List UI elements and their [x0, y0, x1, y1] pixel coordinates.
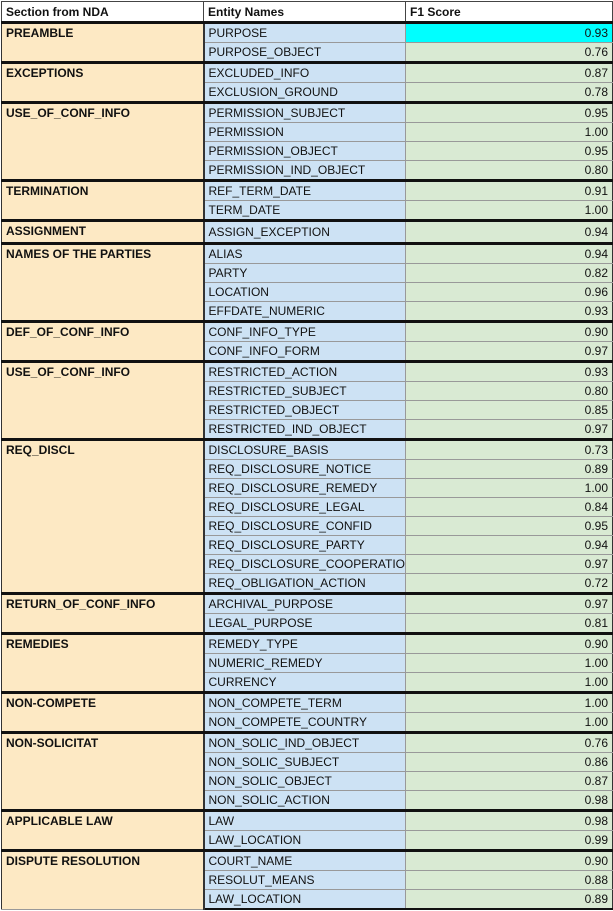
score-cell: 1.00	[406, 654, 613, 673]
score-cell: 0.73	[406, 440, 613, 460]
entity-cell: REQ_DISCLOSURE_COOPERATIO	[204, 555, 406, 574]
score-cell: 0.76	[406, 733, 613, 753]
score-cell: 1.00	[406, 673, 613, 693]
score-cell: 0.90	[406, 851, 613, 871]
score-cell: 0.97	[406, 594, 613, 614]
entity-cell: EFFDATE_NUMERIC	[204, 302, 406, 322]
section-cell: DEF_OF_CONF_INFO	[2, 322, 204, 362]
table-row	[2, 733, 613, 753]
score-cell: 0.93	[406, 362, 613, 382]
score-cell: 0.87	[406, 63, 613, 83]
score-cell: 0.95	[406, 142, 613, 161]
score-cell: 0.84	[406, 498, 613, 517]
section-cell: APPLICABLE LAW	[2, 811, 204, 851]
score-cell: 0.82	[406, 264, 613, 283]
section-cell: ASSIGNMENT	[2, 221, 204, 244]
table-row	[2, 440, 613, 460]
entity-cell: PURPOSE	[204, 23, 406, 43]
score-cell: 0.97	[406, 420, 613, 440]
section-cell: PREAMBLE	[2, 23, 204, 63]
score-cell: 0.78	[406, 83, 613, 103]
entity-cell: PERMISSION	[204, 123, 406, 142]
entity-cell: NON_SOLIC_IND_OBJECT	[204, 733, 406, 753]
score-cell: 1.00	[406, 479, 613, 498]
entity-cell: REQ_OBLIGATION_ACTION	[204, 574, 406, 594]
entity-cell: REQ_DISCLOSURE_CONFID	[204, 517, 406, 536]
entity-cell: CURRENCY	[204, 673, 406, 693]
entity-cell: RESTRICTED_IND_OBJECT	[204, 420, 406, 440]
entity-cell: RESTRICTED_ACTION	[204, 362, 406, 382]
score-cell: 0.95	[406, 103, 613, 123]
table-row	[2, 693, 613, 713]
entity-cell: EXCLUDED_INFO	[204, 63, 406, 83]
entity-cell: REQ_DISCLOSURE_NOTICE	[204, 460, 406, 479]
score-cell: 1.00	[406, 201, 613, 221]
entity-cell: PERMISSION_SUBJECT	[204, 103, 406, 123]
entity-cell: LAW_LOCATION	[204, 831, 406, 851]
section-cell: NON-SOLICITAT	[2, 733, 204, 811]
table-row	[2, 851, 613, 871]
score-cell: 0.81	[406, 614, 613, 634]
entity-cell: REF_TERM_DATE	[204, 181, 406, 201]
score-cell: 0.72	[406, 574, 613, 594]
score-cell: 0.76	[406, 43, 613, 63]
section-cell: USE_OF_CONF_INFO	[2, 103, 204, 181]
entity-cell: NON_COMPETE_TERM	[204, 693, 406, 713]
table-row	[2, 181, 613, 201]
section-cell: REQ_DISCL	[2, 440, 204, 594]
score-cell: 0.89	[406, 890, 613, 910]
table-row	[2, 63, 613, 83]
entity-cell: PERMISSION_IND_OBJECT	[204, 161, 406, 181]
entity-cell: REQ_DISCLOSURE_PARTY	[204, 536, 406, 555]
score-cell: 0.97	[406, 342, 613, 362]
entity-cell: RESTRICTED_SUBJECT	[204, 382, 406, 401]
score-cell: 0.98	[406, 791, 613, 811]
f1-score-table	[1, 1, 613, 910]
table-row	[2, 594, 613, 614]
score-cell: 0.80	[406, 161, 613, 181]
entity-cell: CONF_INFO_FORM	[204, 342, 406, 362]
score-cell: 0.94	[406, 536, 613, 555]
section-cell: DISPUTE RESOLUTION	[2, 851, 204, 910]
entity-cell: PURPOSE_OBJECT	[204, 43, 406, 63]
score-cell: 0.97	[406, 555, 613, 574]
entity-cell: REQ_DISCLOSURE_LEGAL	[204, 498, 406, 517]
entity-cell: NON_SOLIC_SUBJECT	[204, 753, 406, 772]
score-cell: 0.89	[406, 460, 613, 479]
score-cell: 0.86	[406, 753, 613, 772]
entity-cell: NON_COMPETE_COUNTRY	[204, 713, 406, 733]
section-cell: NAMES OF THE PARTIES	[2, 244, 204, 322]
entity-cell: PERMISSION_OBJECT	[204, 142, 406, 161]
score-cell: 0.93	[406, 23, 613, 43]
score-cell: 0.80	[406, 382, 613, 401]
score-cell: 0.98	[406, 811, 613, 831]
score-cell: 0.94	[406, 244, 613, 264]
section-cell: RETURN_OF_CONF_INFO	[2, 594, 204, 634]
score-cell: 0.88	[406, 871, 613, 890]
score-cell: 1.00	[406, 713, 613, 733]
table-row	[2, 634, 613, 654]
header-section: Section from NDA	[2, 2, 204, 23]
section-cell: TERMINATION	[2, 181, 204, 221]
score-cell: 0.87	[406, 772, 613, 791]
score-cell: 0.95	[406, 517, 613, 536]
score-cell: 0.91	[406, 181, 613, 201]
section-cell: EXCEPTIONS	[2, 63, 204, 103]
table-row	[2, 23, 613, 43]
entity-cell: ASSIGN_EXCEPTION	[204, 221, 406, 244]
entity-cell: NON_SOLIC_OBJECT	[204, 772, 406, 791]
entity-cell: RESOLUT_MEANS	[204, 871, 406, 890]
score-cell: 0.96	[406, 283, 613, 302]
score-cell: 0.94	[406, 221, 613, 244]
entity-cell: TERM_DATE	[204, 201, 406, 221]
entity-cell: REQ_DISCLOSURE_REMEDY	[204, 479, 406, 498]
table-row	[2, 221, 613, 244]
entity-cell: NUMERIC_REMEDY	[204, 654, 406, 673]
entity-cell: ALIAS	[204, 244, 406, 264]
entity-cell: LAW_LOCATION	[204, 890, 406, 910]
header-entity: Entity Names	[204, 2, 406, 23]
entity-cell: LEGAL_PURPOSE	[204, 614, 406, 634]
table-body	[2, 23, 613, 910]
entity-cell: ARCHIVAL_PURPOSE	[204, 594, 406, 614]
score-cell: 1.00	[406, 693, 613, 713]
entity-cell: LAW	[204, 811, 406, 831]
table-row	[2, 811, 613, 831]
score-cell: 1.00	[406, 123, 613, 142]
entity-cell: PARTY	[204, 264, 406, 283]
entity-cell: REMEDY_TYPE	[204, 634, 406, 654]
entity-cell: DISCLOSURE_BASIS	[204, 440, 406, 460]
score-cell: 0.93	[406, 302, 613, 322]
entity-cell: NON_SOLIC_ACTION	[204, 791, 406, 811]
score-cell: 0.85	[406, 401, 613, 420]
table-row	[2, 362, 613, 382]
entity-cell: EXCLUSION_GROUND	[204, 83, 406, 103]
section-cell: USE_OF_CONF_INFO	[2, 362, 204, 440]
entity-cell: COURT_NAME	[204, 851, 406, 871]
section-cell: NON-COMPETE	[2, 693, 204, 733]
table-row	[2, 322, 613, 342]
header-row	[2, 2, 613, 23]
entity-cell: RESTRICTED_OBJECT	[204, 401, 406, 420]
table-row	[2, 244, 613, 264]
table-row	[2, 103, 613, 123]
score-cell: 0.99	[406, 831, 613, 851]
score-cell: 0.90	[406, 634, 613, 654]
section-cell: REMEDIES	[2, 634, 204, 693]
header-score: F1 Score	[406, 2, 613, 23]
score-cell: 0.90	[406, 322, 613, 342]
entity-cell: LOCATION	[204, 283, 406, 302]
entity-cell: CONF_INFO_TYPE	[204, 322, 406, 342]
